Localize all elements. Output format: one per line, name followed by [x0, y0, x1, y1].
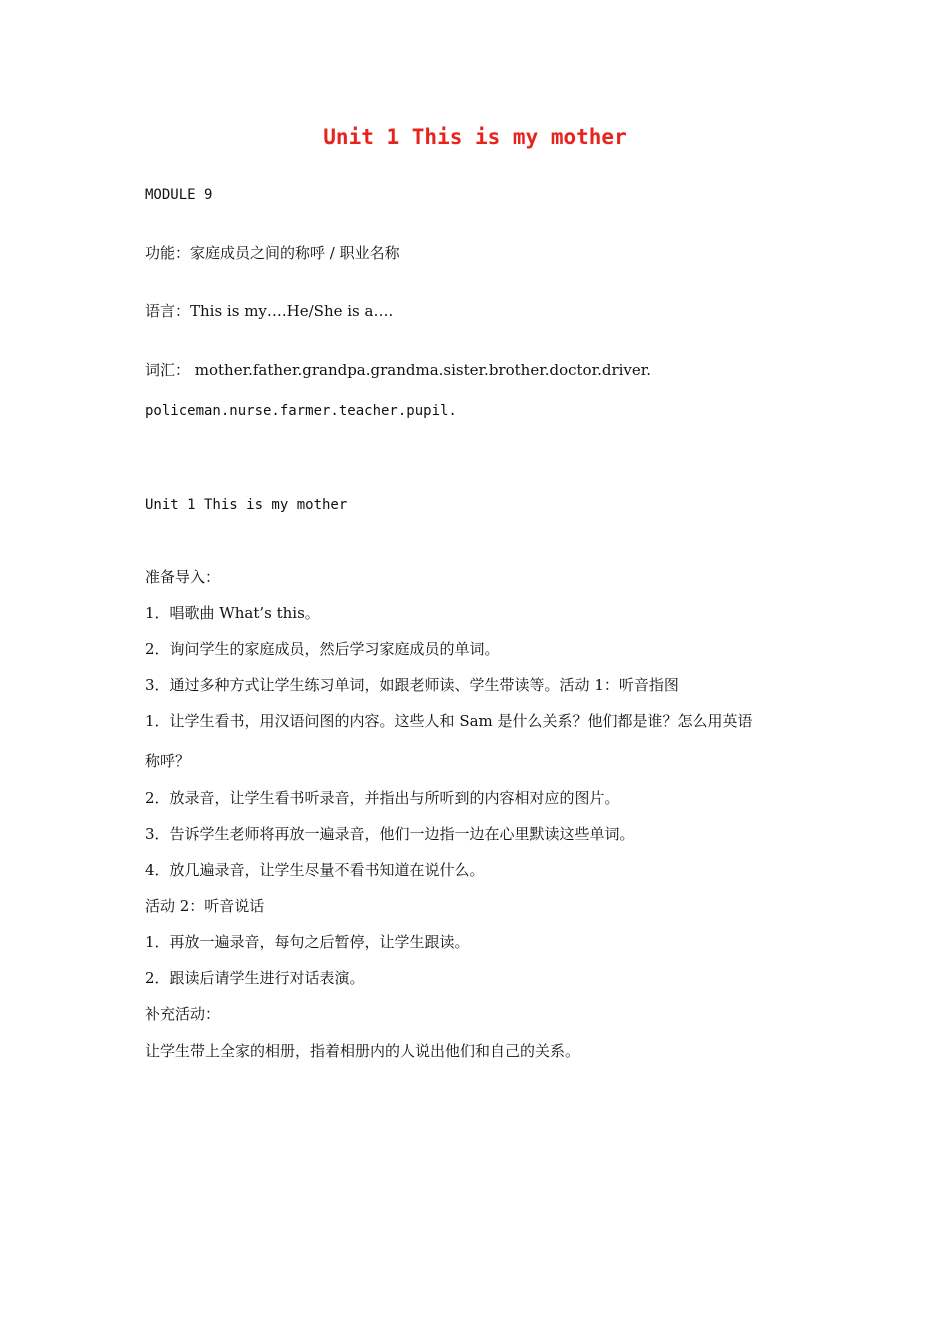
document-title: Unit 1 This is my mother	[323, 125, 627, 149]
language-line: 语言：This is my….He/She is a….	[145, 302, 394, 320]
supplementary-text: 让学生带上全家的相册，指着相册内的人说出他们和自己的关系。	[145, 1042, 581, 1060]
list-item: 2．跟读后请学生进行对话表演。	[145, 969, 365, 987]
list-item: 3．告诉学生老师将再放一遍录音，他们一边指一边在心里默读这些单词。	[145, 825, 635, 843]
vocabulary-line-1: 词汇： mother.father.grandpa.grandma.sister.brother.doctor.driver.	[145, 361, 652, 379]
list-item: 2．询问学生的家庭成员，然后学习家庭成员的单词。	[145, 640, 500, 658]
list-item: 4．放几遍录音，让学生尽量不看书知道在说什么。	[145, 861, 485, 879]
section-preparation: 准备导入：	[145, 568, 221, 586]
list-item: 3．通过多种方式让学生练习单词，如跟老师读、学生带读等。活动 1：听音指图	[145, 676, 679, 694]
section-activity-2: 活动 2：听音说话	[145, 897, 265, 915]
list-item-continuation: 称呼？	[145, 752, 191, 770]
list-item: 2．放录音，让学生看书听录音，并指出与所听到的内容相对应的图片。	[145, 789, 620, 807]
list-item: 1．再放一遍录音，每句之后暂停，让学生跟读。	[145, 933, 470, 951]
section-supplementary: 补充活动：	[145, 1005, 221, 1023]
list-item: 1．让学生看书，用汉语问图的内容。这些人和 Sam 是什么关系？他们都是谁？怎么用英语	[145, 712, 753, 730]
module-label: MODULE 9	[145, 187, 213, 203]
unit-heading: Unit 1 This is my mother	[145, 497, 348, 513]
vocabulary-line-2: policeman.nurse.farmer.teacher.pupil.	[145, 403, 457, 419]
function-line: 功能：家庭成员之间的称呼 / 职业名称	[145, 244, 400, 262]
list-item: 1．唱歌曲 What’s this。	[145, 604, 320, 622]
